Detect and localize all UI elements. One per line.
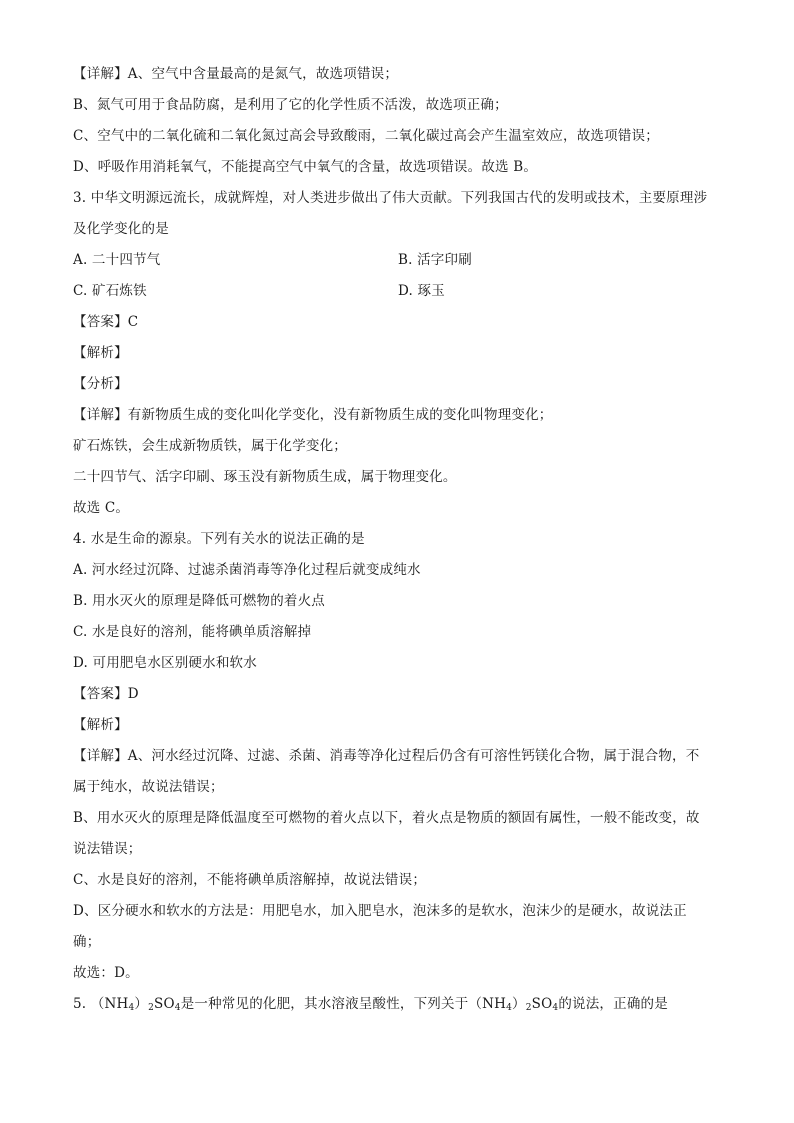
q4-detail-d-line2: 确； bbox=[73, 934, 101, 950]
q5-num: 5. （NH bbox=[73, 996, 129, 1012]
q4-conclusion: 故选：D。 bbox=[73, 965, 139, 981]
q3-options-row1 bbox=[73, 248, 723, 279]
q3-option-d: D. 琢玉 bbox=[398, 283, 445, 299]
q3-detail-2: 矿石炼铁，会生成新物质铁，属于化学变化； bbox=[73, 438, 347, 454]
q3-options-row2 bbox=[73, 279, 723, 310]
q3-analysis-heading: 【解析】 bbox=[73, 345, 128, 361]
q4-option-c: C. 水是良好的溶剂，能将碘单质溶解掉 bbox=[73, 624, 312, 640]
q4-detail-b-line1: B、用水灭火的原理是降低温度至可燃物的着火点以下，着火点是物质的额固有属性，一般不能改变，故 bbox=[73, 810, 700, 826]
q4-detail-c: C、水是良好的溶剂，不能将碘单质溶解掉，故说法错误； bbox=[73, 872, 427, 888]
q3-answer: 【答案】C bbox=[73, 314, 139, 330]
q2-detail-c: C、空气中的二氧化硫和二氧化氮过高会导致酸雨，二氧化碳过高会产生温室效应，故选项错误； bbox=[73, 128, 659, 144]
q5-sub-1: 4 bbox=[128, 1003, 135, 1013]
q3-stem-line2: 及化学变化的是 bbox=[73, 221, 169, 237]
q3-stem-line1: 3. 中华文明源远流长，成就辉煌，对人类进步做出了伟大贡献。下列我国古代的发明或技术，主要原理涉 bbox=[73, 190, 708, 206]
q4-option-d: D. 可用肥皂水区别硬水和软水 bbox=[73, 655, 257, 671]
q3-option-b: B. 活字印刷 bbox=[398, 252, 472, 268]
q5-stem bbox=[73, 992, 723, 1023]
q4-stem: 4. 水是生命的源泉。下列有关水的说法正确的是 bbox=[73, 531, 365, 547]
q4-detail-a-line2: 属于纯水，故说法错误； bbox=[73, 779, 224, 795]
q3-option-c: C. 矿石炼铁 bbox=[73, 283, 147, 299]
q4-detail-a-line1: 【详解】A、河水经过沉降、过滤、杀菌、消毒等净化过程后仍含有可溶性钙镁化合物，属于混合物，不 bbox=[73, 748, 700, 764]
q4-option-b: B. 用水灭火的原理是降低可燃物的着火点 bbox=[73, 593, 326, 609]
document-page bbox=[73, 62, 723, 1023]
q5-text-2: 的说法，正确的是 bbox=[558, 996, 668, 1012]
q5-sub-4: 4 bbox=[506, 1003, 513, 1013]
q5-sub-5: 2 bbox=[525, 1003, 532, 1013]
q5-sub-3: 4 bbox=[174, 1003, 181, 1013]
q2-detail-a: 【详解】A、空气中含量最高的是氮气，故选项错误； bbox=[73, 66, 399, 82]
q3-detail-1: 【详解】有新物质生成的变化叫化学变化，没有新物质生成的变化叫物理变化； bbox=[73, 407, 553, 423]
q5-sub-2: 2 bbox=[148, 1003, 155, 1013]
q4-option-a: A. 河水经过沉降、过滤杀菌消毒等净化过程后就变成纯水 bbox=[73, 562, 421, 578]
q3-option-a: A. 二十四节气 bbox=[73, 252, 161, 268]
q4-analysis-heading: 【解析】 bbox=[73, 717, 128, 733]
q5-so-2: SO bbox=[531, 996, 553, 1012]
q3-fenxi-heading: 【分析】 bbox=[73, 376, 128, 392]
q2-detail-b: B、氮气可用于食品防腐，是利用了它的化学性质不活泼，故选项正确； bbox=[73, 97, 508, 113]
q4-detail-d-line1: D、区分硬水和软水的方法是：用肥皂水，加入肥皂水，泡沫多的是软水，泡沫少的是硬水，故说法正 bbox=[73, 903, 687, 919]
q3-detail-3: 二十四节气、活字印刷、琢玉没有新物质生成，属于物理变化。 bbox=[73, 469, 457, 485]
q5-so-1: SO bbox=[154, 996, 175, 1012]
q5-bracket-1: ） bbox=[134, 996, 149, 1012]
q4-answer: 【答案】D bbox=[73, 686, 139, 702]
q5-sub-6: 4 bbox=[552, 1003, 559, 1013]
q5-text-1: 是一种常见的化肥，其水溶液呈酸性，下列关于（NH bbox=[180, 996, 507, 1012]
q5-bracket-2: ） bbox=[512, 996, 526, 1012]
q4-detail-b-line2: 说法错误； bbox=[73, 841, 142, 857]
q3-conclusion: 故选 C。 bbox=[73, 500, 130, 516]
q2-detail-d: D、呼吸作用消耗氧气，不能提高空气中氧气的含量，故选项错误。故选 B。 bbox=[73, 159, 538, 175]
